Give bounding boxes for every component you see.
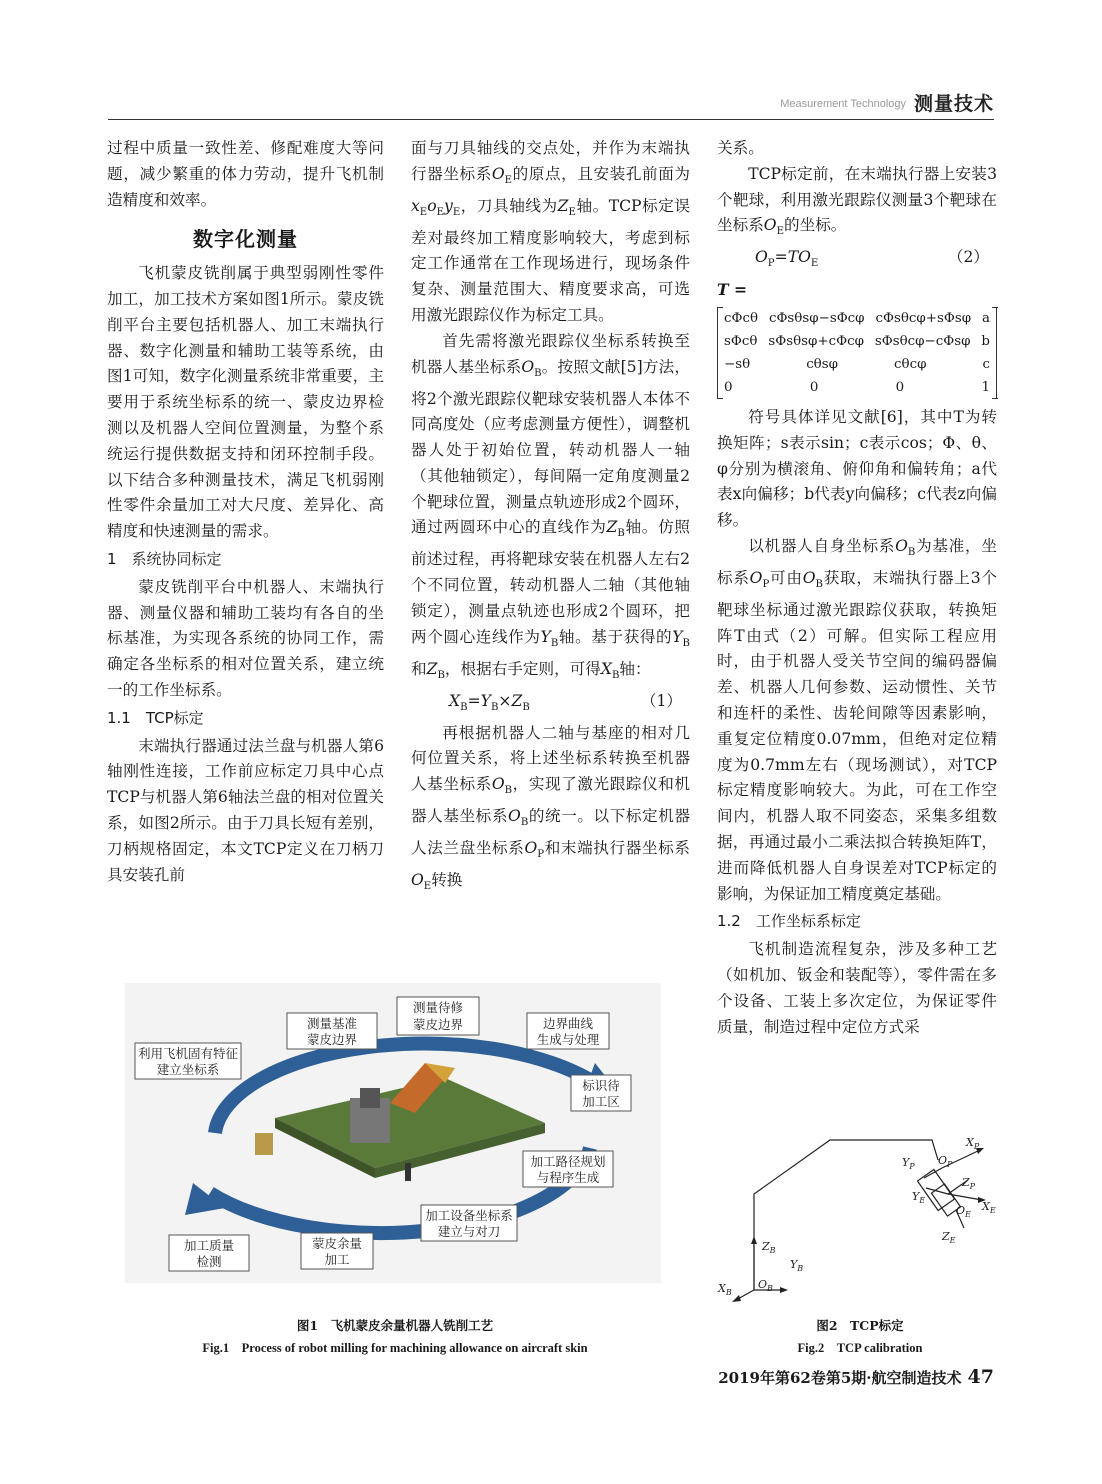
heading-1: 1 系统协同标定 bbox=[107, 549, 222, 568]
footer-journal: 2019年第62卷第5期·航空制造技术 bbox=[718, 1369, 962, 1387]
paragraph: 符号具体详见文献[6]，其中T为转换矩阵；s表示sin；c表示cos；Φ、θ、φ分别为横滚角、俯仰角和偏转角；a代表x向偏移；b代表y向偏移；c代表z向偏移。 bbox=[717, 408, 997, 530]
svg-text:XE: $X_E$ bbox=[982, 1200, 996, 1215]
paragraph: TCP标定前，在末端执行器上安装3个靶球，利用激光跟踪仪测量3个靶球在坐标系$O_E$的坐标。 bbox=[717, 164, 997, 238]
paragraph: 面与刀具轴线的交点处，并作为末端执行器坐标系$O_E$的原点，且安装孔前面为$x_Eo_Ey_E$，刀具轴线为$Z_E$轴。TCP标定误差对最终加工精度影响较大，考虑到标定工作通常在工作现场进行，现场条件复杂、测量范围大、精度要求高，可选用激光跟踪仪作为标定工具。 bbox=[411, 139, 690, 324]
process-box-equipment-coordinate bbox=[421, 1205, 517, 1241]
svg-text:XB: $X_B$ bbox=[718, 1282, 732, 1297]
section-heading: 数字化测量 bbox=[193, 227, 298, 252]
matrix-cell: 0 bbox=[895, 380, 905, 395]
paragraph: 末端执行器通过法兰盘与机器人第6轴刚性连接，工作前应标定刀具中心点TCP与机器人第6轴法兰盘的相对位置关系，如图2所示。由于刀具长短有差别，刀柄规格固定，本文TCP定义在刀柄刀具安装孔前 bbox=[107, 736, 384, 884]
matrix-cell: sΦcθ bbox=[724, 334, 758, 349]
process-box-measure-reference-skin-boundary bbox=[287, 1013, 377, 1049]
process-box-aircraft-feature-coordinate bbox=[135, 1043, 241, 1079]
matrix-cell: cΦsθsφ−sΦcφ bbox=[768, 311, 865, 326]
svg-text:加工设备坐标系: 加工设备坐标系 bbox=[425, 1208, 513, 1223]
matrix-cell: cθcφ bbox=[894, 357, 927, 372]
equation-body: $X_B=Y_B\times Z_B$ bbox=[449, 691, 530, 713]
paragraph: 飞机制造流程复杂，涉及多种工艺（如机加、钣金和装配等），零件需在多个设备、工装上多次定位，为保证零件质量，制造过程中定位方式采 bbox=[717, 940, 997, 1036]
matrix-cell: c bbox=[982, 357, 990, 372]
paragraph: 关系。 bbox=[717, 139, 764, 157]
svg-text:ZP: $Z_P$ bbox=[962, 1176, 976, 1191]
page-number: 47 bbox=[967, 1366, 994, 1388]
matrix-cell: 0 bbox=[724, 380, 733, 395]
equation-2 bbox=[717, 245, 997, 277]
equation-body: $O_P=TO_E$ bbox=[755, 248, 819, 270]
transform-matrix bbox=[717, 307, 997, 399]
matrix-cell: cθsφ bbox=[806, 357, 838, 372]
svg-text:蒙皮余量: 蒙皮余量 bbox=[311, 1236, 363, 1251]
matrix-label: T = bbox=[717, 280, 748, 300]
matrix-cell: b bbox=[981, 334, 990, 349]
matrix-cell: −sθ bbox=[724, 357, 751, 372]
heading-1-2: 1.2 工作坐标系标定 bbox=[717, 912, 861, 931]
svg-text:YP: $Y_P$ bbox=[902, 1156, 915, 1171]
caption-en: Fig.1 Process of robot milling for machining allowance on aircraft skin bbox=[202, 1341, 588, 1355]
matrix-row bbox=[724, 330, 990, 353]
svg-text:YE: $Y_E$ bbox=[912, 1190, 926, 1205]
svg-text:与程序生成: 与程序生成 bbox=[536, 1170, 600, 1185]
matrix-cell: cΦsθcφ+sΦsφ bbox=[875, 311, 972, 326]
header-rule bbox=[108, 119, 994, 120]
svg-text:蒙皮边界: 蒙皮边界 bbox=[412, 1017, 464, 1032]
matrix-cell: sΦsθcφ−cΦsφ bbox=[874, 334, 971, 349]
column-1 bbox=[107, 136, 384, 888]
svg-text:OP: $O_P$ bbox=[938, 1154, 953, 1169]
equation-number: （1） bbox=[640, 691, 682, 710]
svg-text:XP: $X_P$ bbox=[966, 1136, 980, 1151]
figure-2-caption bbox=[760, 1315, 960, 1359]
matrix-row bbox=[724, 376, 990, 399]
column-3 bbox=[717, 136, 997, 1040]
svg-text:边界曲线: 边界曲线 bbox=[542, 1016, 594, 1031]
matrix-cell: a bbox=[981, 311, 990, 326]
equation-number: （2） bbox=[947, 248, 989, 267]
svg-text:ZE: $Z_E$ bbox=[942, 1230, 956, 1245]
svg-text:利用飞机固有特征: 利用飞机固有特征 bbox=[137, 1046, 239, 1061]
matrix-cell: sΦsθsφ+cΦcφ bbox=[768, 334, 864, 349]
svg-text:蒙皮边界: 蒙皮边界 bbox=[306, 1032, 358, 1047]
heading-1-1: 1.1 TCP标定 bbox=[107, 708, 204, 727]
svg-text:建立与对刀: 建立与对刀 bbox=[437, 1224, 501, 1239]
svg-text:加工质量: 加工质量 bbox=[183, 1238, 235, 1253]
svg-text:加工区: 加工区 bbox=[582, 1094, 620, 1109]
figure-1-caption bbox=[160, 1315, 630, 1359]
matrix-cell: 0 bbox=[809, 380, 819, 395]
matrix-row bbox=[724, 353, 990, 376]
process-box-measure-repair-skin-boundary bbox=[397, 997, 479, 1035]
process-box-boundary-curve-generation bbox=[527, 1013, 609, 1049]
matrix-cell: 1 bbox=[981, 380, 990, 395]
header-section-cn: 测量技术 bbox=[913, 93, 994, 115]
svg-text:OE: $O_E$ bbox=[956, 1204, 971, 1219]
caption-en: Fig.2 TCP calibration bbox=[797, 1341, 923, 1355]
svg-text:OB: $O_B$ bbox=[758, 1278, 773, 1293]
figure-1-process-diagram bbox=[125, 983, 661, 1283]
paragraph: 以机器人自身坐标系$O_B$为基准，坐标系$O_P$可由$O_B$获取，末端执行器上3个靶球坐标通过激光跟踪仪获取，转换矩阵T由式（2）可解。但实际工程应用时，由于机器人受关节空间的编码器偏差、机器人几何参数、运动惯性、关节和连杆的柔性、齿轮间隙等因素影响，重复定位精度0.07mm，但绝对定位精度为0.7mm左右（现场测试），对TCP标定精度影响较大。为此，可在工作空间内，机器人取不同姿态，采集多组数据，再通过最小二乘法拟合转换矩阵T，进而降低机器人自身误差对TCP标定的影响，为保证加工精度奠定基础。 bbox=[717, 536, 997, 903]
process-box-path-planning bbox=[523, 1151, 613, 1187]
paragraph: 再根据机器人二轴与基座的相对几何位置关系，将上述坐标系转换至机器人基坐标系$O_B$，实现了激光跟踪仪和机器人基坐标系$O_B$的统一。以下标定机器人法兰盘坐标系$O_P$和末端执行器坐标系$O_E$转换 bbox=[411, 723, 690, 892]
paragraph: 蒙皮铣削平台中机器人、末端执行器、测量仪器和辅助工装均有各自的坐标基准，为实现各系统的协同工作，需确定各坐标系的相对位置关系，建立统一的工作坐标系。 bbox=[107, 577, 384, 699]
svg-text:建立坐标系: 建立坐标系 bbox=[156, 1062, 220, 1077]
process-box-quality-inspection bbox=[169, 1235, 249, 1271]
svg-text:测量基准: 测量基准 bbox=[306, 1016, 358, 1031]
paragraph: 首先需将激光跟踪仪坐标系转换至机器人基坐标系$O_B$。按照文献[5]方法，将2个激光跟踪仪靶球安装机器人本体不同高度处（应考虑测量方便性），调整机器人处于初始位置，转动机器人一轴（其他轴锁定），每间隔一定角度测量2个靶球位置，测量点轨迹形成2个圆环，通过两圆环中心的直线作为$Z_B$轴。仿照前述过程，再将靶球安装在机器人左右2个不同位置，转动机器人二轴（其他轴锁定），测量点轨迹也形成2个圆环，把两个圆心连线作为$Y_B$轴。基于获得的$Y_B$和$Z_B$，根据右手定则，可得$X_B$轴： bbox=[411, 331, 690, 681]
process-box-allowance-machining bbox=[301, 1233, 373, 1269]
matrix-cell: cΦcθ bbox=[724, 311, 759, 326]
svg-text:测量待修: 测量待修 bbox=[412, 1000, 464, 1015]
svg-text:加工路径规划: 加工路径规划 bbox=[530, 1154, 606, 1169]
svg-text:标识待: 标识待 bbox=[582, 1078, 620, 1093]
caption-cn: 图2 TCP标定 bbox=[816, 1318, 904, 1333]
caption-cn: 图1 飞机蒙皮余量机器人铣削工艺 bbox=[296, 1318, 494, 1333]
paragraph: 过程中质量一致性差、修配难度大等问题，减少繁重的体力劳动，提升飞机制造精度和效率。 bbox=[107, 139, 384, 209]
svg-text:YB: $Y_B$ bbox=[790, 1258, 804, 1273]
header-journal-en: Measurement Technology bbox=[780, 98, 906, 110]
paragraph: 飞机蒙皮铣削属于典型弱刚性零件加工，加工技术方案如图1所示。蒙皮铣削平台主要包括机器人、加工末端执行器、数字化测量和辅助工装等系统，由图1可知，数字化测量系统非常重要，主要用于系统坐标系的统一、蒙皮边界检测以及机器人空间位置测量，为整个系统运行提供数据支持和闭环控制手段。以下结合多种测量技术，满足飞机弱刚性零件余量加工对大尺度、差异化、高精度和快速测量的需求。 bbox=[107, 264, 384, 541]
svg-text:加工: 加工 bbox=[324, 1252, 350, 1267]
column-2 bbox=[411, 136, 690, 900]
svg-text:检测: 检测 bbox=[196, 1254, 222, 1269]
equation-1 bbox=[411, 689, 690, 721]
figure-2-tcp-calibration bbox=[712, 1120, 1002, 1304]
process-box-mark-machining-area bbox=[571, 1075, 631, 1111]
svg-text:生成与处理: 生成与处理 bbox=[536, 1032, 600, 1047]
page-footer bbox=[718, 1366, 994, 1388]
svg-text:ZB: $Z_B$ bbox=[762, 1240, 776, 1255]
matrix-row bbox=[724, 307, 990, 330]
